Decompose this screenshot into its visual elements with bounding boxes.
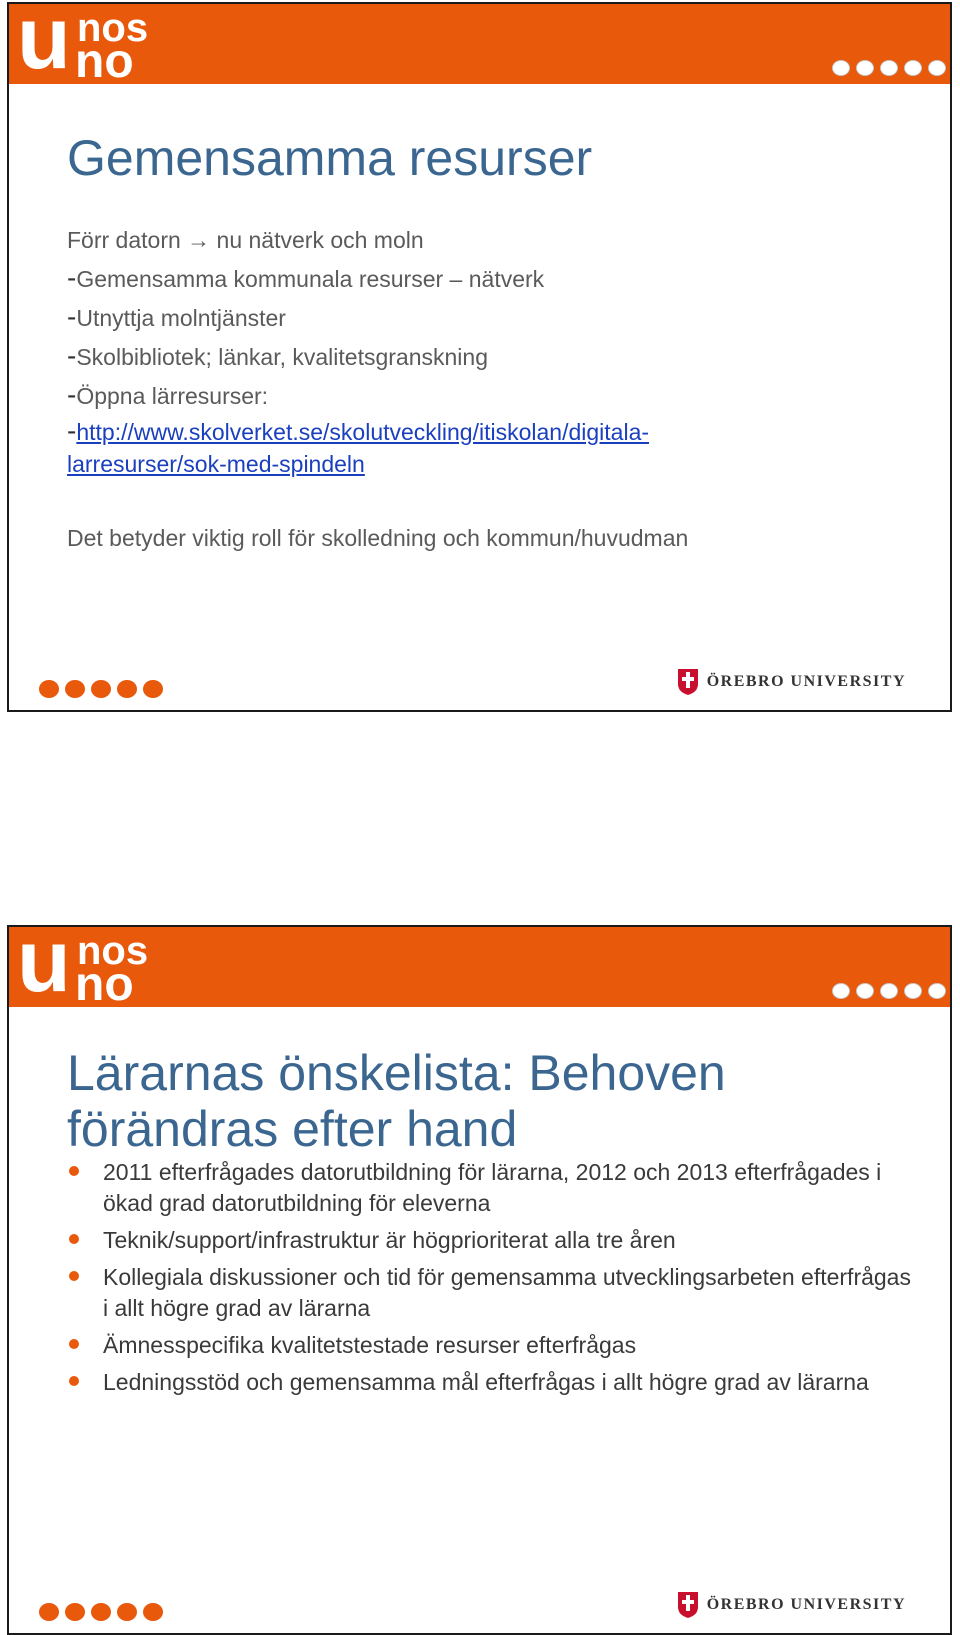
list-item: Kollegiala diskussioner och tid för gemensamma utvecklingsarbeten efterfrågas i allt högre grad av lärarna bbox=[67, 1262, 917, 1324]
bullet-icon bbox=[69, 1271, 79, 1281]
dot-icon bbox=[928, 983, 946, 999]
dot-icon bbox=[117, 680, 137, 698]
bullet-icon bbox=[69, 1234, 79, 1244]
dot-icon bbox=[65, 1603, 85, 1621]
skolverket-link[interactable]: http://www.skolverket.se/skolutveckling/itiskolan/digitala- bbox=[76, 419, 650, 445]
university-logo: ÖREBRO UNIVERSITY bbox=[677, 1591, 906, 1619]
footer-dots-decoration bbox=[39, 680, 163, 698]
list-item-link bbox=[67, 415, 688, 448]
dot-icon bbox=[65, 680, 85, 698]
dash-marker-icon: - bbox=[67, 262, 77, 293]
footer-statement: Det betyder viktig roll för skolledning och kommun/huvudman bbox=[67, 525, 689, 551]
list-item: Ämnesspecifika kvalitetstestade resurser efterfrågas bbox=[67, 1330, 917, 1361]
footer-dots-decoration bbox=[39, 1603, 163, 1621]
header-bar bbox=[9, 2, 950, 88]
slide-title: Gemensamma resurser bbox=[67, 130, 593, 186]
list-item: -Utnyttja molntjänster bbox=[67, 301, 286, 332]
dot-icon bbox=[880, 60, 898, 76]
dot-icon bbox=[39, 680, 59, 698]
dot-icon bbox=[832, 60, 850, 76]
dot-icon bbox=[39, 1603, 59, 1621]
dash-marker-icon: - bbox=[67, 301, 77, 332]
bullet-list bbox=[67, 1157, 917, 1404]
dot-icon bbox=[117, 1603, 137, 1621]
bullet-icon bbox=[69, 1339, 79, 1349]
list-item: Ledningsstöd och gemensamma mål efterfrågas i allt högre grad av lärarna bbox=[67, 1367, 917, 1398]
shield-icon bbox=[677, 668, 699, 696]
slide-2 bbox=[7, 925, 952, 1635]
header-bar bbox=[9, 925, 950, 1011]
slide-body bbox=[67, 222, 688, 557]
intro-line: Förr datorn → nu nätverk och moln bbox=[67, 227, 424, 253]
bullet-icon bbox=[69, 1376, 79, 1386]
bullet-icon bbox=[69, 1166, 79, 1176]
dot-icon bbox=[143, 680, 163, 698]
list-item: 2011 efterfrågades datorutbildning för lärarna, 2012 och 2013 efterfrågades i ökad grad datorutbildning för eleverna bbox=[67, 1157, 917, 1219]
slide-title: Lärarnas önskelista: Behoven förändras efter hand bbox=[67, 1045, 726, 1157]
unos-uno-logo: u nos no bbox=[17, 2, 149, 88]
dot-icon bbox=[143, 1603, 163, 1621]
list-item: Teknik/support/infrastruktur är högprioriterat alla tre åren bbox=[67, 1225, 917, 1256]
shield-icon bbox=[677, 1591, 699, 1619]
dot-icon bbox=[928, 60, 946, 76]
university-logo: ÖREBRO UNIVERSITY bbox=[677, 668, 906, 696]
dot-icon bbox=[91, 1603, 111, 1621]
dot-icon bbox=[856, 60, 874, 76]
dot-icon bbox=[904, 983, 922, 999]
dot-icon bbox=[91, 680, 111, 698]
slide-1 bbox=[7, 2, 952, 712]
arrow-right-icon: → bbox=[187, 227, 211, 253]
dot-icon bbox=[904, 60, 922, 76]
list-item: -Skolbibliotek; länkar, kvalitetsgranskning bbox=[67, 340, 488, 371]
dot-icon bbox=[832, 983, 850, 999]
dash-marker-icon: - bbox=[67, 415, 77, 446]
dash-marker-icon: - bbox=[67, 340, 77, 371]
dash-marker-icon: - bbox=[67, 379, 77, 410]
unos-uno-logo: u nos no bbox=[17, 925, 149, 1011]
dot-icon bbox=[856, 983, 874, 999]
list-item: -Öppna lärresurser: bbox=[67, 379, 269, 410]
header-dots-decoration bbox=[832, 60, 946, 76]
list-item: -Gemensamma kommunala resurser – nätverk bbox=[67, 262, 545, 293]
skolverket-link-continued[interactable]: larresurser/sok-med-spindeln bbox=[67, 451, 365, 477]
list-item-link-cont bbox=[67, 448, 688, 480]
dot-icon bbox=[880, 983, 898, 999]
header-dots-decoration bbox=[832, 983, 946, 999]
